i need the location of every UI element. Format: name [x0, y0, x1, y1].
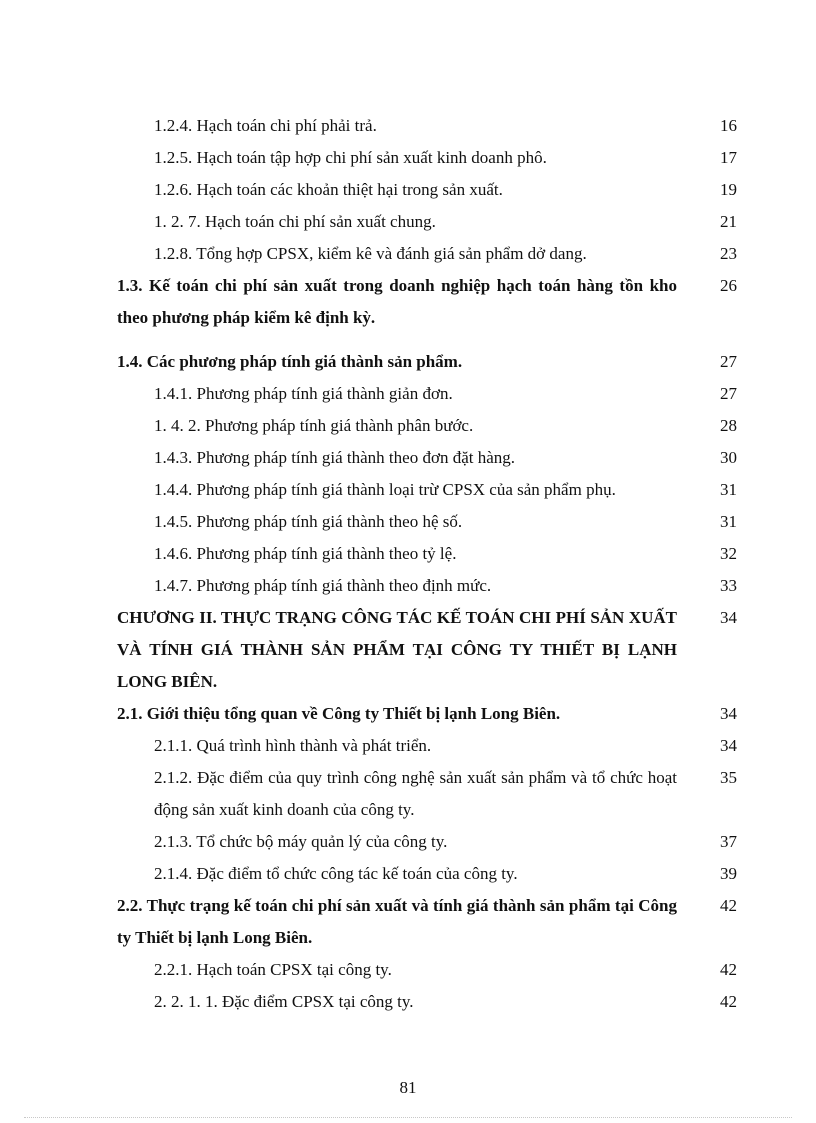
toc-entry[interactable]	[117, 378, 737, 410]
toc-entry-title: 1.4.1. Phương pháp tính giá thành giản đơn.	[154, 384, 453, 403]
toc-entry-title: 2.2.1. Hạch toán CPSX tại công ty.	[154, 960, 392, 979]
toc-entry-page: 30	[720, 448, 737, 467]
toc-entry-page: 34	[720, 704, 737, 723]
toc-entry[interactable]	[117, 506, 737, 538]
toc-entry-page: 37	[720, 832, 737, 851]
toc-entry[interactable]	[117, 762, 737, 826]
toc-entry[interactable]	[117, 474, 737, 506]
toc-entry-page: 23	[720, 244, 737, 263]
toc-entry-page: 33	[720, 576, 737, 595]
toc-entry-title: 1.2.8. Tổng hợp CPSX, kiểm kê và đánh giá sản phẩm dở dang.	[154, 244, 587, 263]
toc-entry-page: 34	[720, 608, 737, 627]
toc-entry-title: 1.4.4. Phương pháp tính giá thành loại trừ CPSX của sản phẩm phụ.	[154, 480, 616, 499]
toc-entry-title: 1. 4. 2. Phương pháp tính giá thành phân bước.	[154, 416, 474, 435]
toc-entry-title: 2.1. Giới thiệu tổng quan về Công ty Thiết bị lạnh Long Biên.	[117, 704, 561, 723]
toc-section-entry[interactable]	[117, 890, 737, 954]
toc-entry-title: 1.2.6. Hạch toán các khoản thiệt hại trong sản xuất.	[154, 180, 503, 199]
toc-entry-title: 2.1.3. Tổ chức bộ máy quản lý của công ty.	[154, 832, 448, 851]
toc-entry[interactable]	[117, 730, 737, 762]
toc-entry[interactable]	[117, 174, 737, 206]
toc-entry-page: 27	[720, 384, 737, 403]
toc-entry[interactable]	[117, 110, 737, 142]
toc-entry-title: 2.1.2. Đặc điểm của quy trình công nghệ sản xuất sản phẩm và tổ chức hoạt động sản xuất kinh doanh của công ty.	[154, 768, 677, 819]
toc-entry[interactable]	[117, 954, 737, 986]
toc-entry-title: 1.4.7. Phương pháp tính giá thành theo định mức.	[154, 576, 492, 595]
toc-entry-title: CHƯƠNG II. THỰC TRẠNG CÔNG TÁC KẾ TOÁN CHI PHÍ SẢN XUẤT VÀ TÍNH GIÁ THÀNH SẢN PHẨM TẠI CÔNG TY THIẾT BỊ LẠNH LONG BIÊN.	[117, 608, 677, 691]
toc-entry[interactable]	[117, 410, 737, 442]
toc-entry-page: 42	[720, 992, 737, 1011]
toc-entry-page: 27	[720, 352, 737, 371]
toc-entry[interactable]	[117, 986, 737, 1018]
toc-entry[interactable]	[117, 142, 737, 174]
toc-entry[interactable]	[117, 238, 737, 270]
toc-entry-page: 19	[720, 180, 737, 199]
toc-entry-title: 1.4.6. Phương pháp tính giá thành theo tỷ lệ.	[154, 544, 457, 563]
toc-entry-title: 1.4.5. Phương pháp tính giá thành theo hệ số.	[154, 512, 463, 531]
toc-entry-page: 17	[720, 148, 737, 167]
toc-entry[interactable]	[117, 538, 737, 570]
toc-entry-page: 26	[720, 276, 737, 295]
toc-chapter-entry[interactable]	[117, 602, 737, 698]
toc-entry-title: 1.2.5. Hạch toán tập hợp chi phí sản xuất kinh doanh phô.	[154, 148, 547, 167]
toc-entry-title: 2.2. Thực trạng kế toán chi phí sản xuất và tính giá thành sản phẩm tại Công ty Thiết bị lạnh Long Biên.	[117, 896, 677, 947]
toc-entry-page: 28	[720, 416, 737, 435]
toc-section-entry[interactable]	[117, 698, 737, 730]
toc-entry-page: 42	[720, 960, 737, 979]
toc-entry-title: 1.4. Các phương pháp tính giá thành sản phẩm.	[117, 352, 463, 371]
page-number: 81	[399, 1078, 417, 1097]
toc-entry-title: 1.4.3. Phương pháp tính giá thành theo đơn đặt hàng.	[154, 448, 516, 467]
toc-entry-page: 39	[720, 864, 737, 883]
toc-section-entry[interactable]	[117, 346, 737, 378]
toc-entry-title: 2.1.1. Quá trình hình thành và phát triển.	[154, 736, 432, 755]
toc-entry-title: 2. 2. 1. 1. Đặc điểm CPSX tại công ty.	[154, 992, 414, 1011]
toc-entry-title: 2.1.4. Đặc điểm tổ chức công tác kế toán của công ty.	[154, 864, 518, 883]
page-bottom-divider	[24, 1117, 792, 1118]
toc-entry[interactable]	[117, 206, 737, 238]
toc-entry-page: 35	[720, 768, 737, 787]
toc-entry-title: 1.2.4. Hạch toán chi phí phải trả.	[154, 116, 377, 135]
toc-entry[interactable]	[117, 858, 737, 890]
toc-entry-page: 21	[720, 212, 737, 231]
toc-entry-page: 31	[720, 512, 737, 531]
toc-entry[interactable]	[117, 442, 737, 474]
toc-entry-page: 16	[720, 116, 737, 135]
toc-entry[interactable]	[117, 826, 737, 858]
toc-entry-title: 1.3. Kế toán chi phí sản xuất trong doanh nghiệp hạch toán hàng tồn kho theo phương pháp kiểm kê định kỳ.	[117, 276, 677, 327]
toc-entry-page: 31	[720, 480, 737, 499]
toc-entry-title: 1. 2. 7. Hạch toán chi phí sản xuất chung.	[154, 212, 436, 231]
toc-entry-page: 32	[720, 544, 737, 563]
toc-entry-page: 34	[720, 736, 737, 755]
toc-entry-page: 42	[720, 896, 737, 915]
toc-entry[interactable]	[117, 570, 737, 602]
toc-section-entry[interactable]	[117, 270, 737, 334]
table-of-contents	[117, 110, 737, 1018]
